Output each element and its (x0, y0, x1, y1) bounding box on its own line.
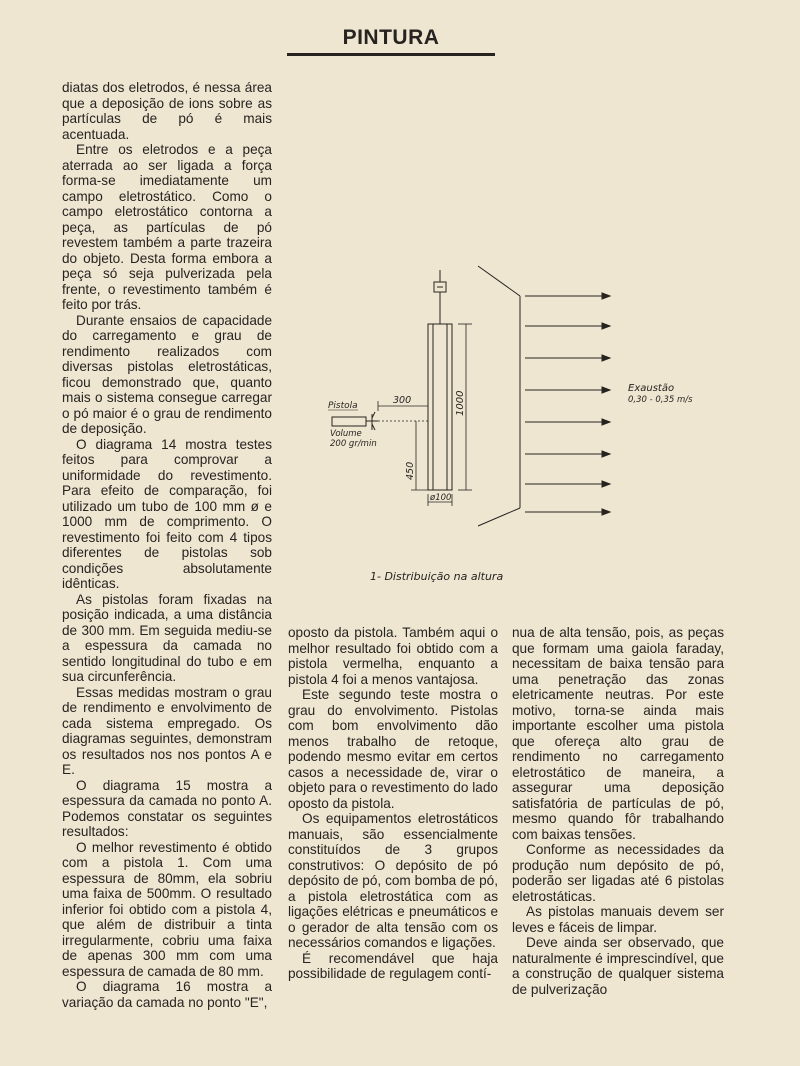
text-column-right (512, 625, 724, 997)
paragraph: Entre os eletrodos e a peça aterrada ao ser ligada a força forma-se imediatamente um campo eletrostático. Como o campo eletrostático contorna a peça, as partículas de pó revestem também a parte trazeira do objeto. Desta forma embora a peça só seja pulverizada pela frente, o revestimento também é feito por trás. (62, 142, 272, 312)
pistol-height-label: 450 (405, 461, 416, 480)
paragraph: É recomendável que haja possibilidade de regulagem contí- (288, 950, 498, 981)
paragraph: O diagrama 16 mostra a variação da camada no ponto "E", (62, 979, 272, 1010)
paragraph: Deve ainda ser observado, que naturalmente é imprescindível, que a construção de qualquer sistema de pulverização (512, 935, 724, 997)
exhaust-velocity-label: 0,30 - 0,35 m/s (628, 395, 693, 405)
test-tube (428, 324, 452, 490)
exhaust-label: Exaustão (628, 383, 675, 394)
paragraph: O melhor revestimento é obtido com a pistola 1. Com uma espessura de 80mm, ela sobriu uma faixa de 500mm. O resultado inferior foi obtido com a pistola 4, que além de distribuir a tinta irregularmente, cobriu uma faixa de apenas 300 mm com uma espessura de camada de 80 mm. (62, 839, 272, 979)
volume-label: Volume (330, 429, 362, 439)
exhaust-hood (478, 266, 520, 526)
paragraph: As pistolas manuais devem ser leves e fáceis de limpar. (512, 904, 724, 935)
paragraph: diatas dos eletrodos, é nessa área que a deposição de ions sobre as partículas de pó é mais acentuada. (62, 80, 272, 142)
page-title: PINTURA (342, 26, 440, 49)
figure-caption: 1- Distribuição na altura (370, 570, 504, 583)
pistol-label: Pistola (328, 401, 358, 411)
flow-rate-label: 200 gr/min (330, 439, 377, 449)
paragraph: Este segundo teste mostra o grau do envolvimento. Pistolas com bom envolvimento dão menos trabalho de retoque, podendo mesmo evitar em certos casos a necessidade de, virar o objeto para o revestimento do lado oposto da pistola. (288, 687, 498, 811)
tube-hanger (434, 270, 446, 324)
paragraph: As pistolas foram fixadas na posição indicada, a uma distância de 300 mm. Em seguida mediu-se a espessura da camada no sentido longitudinal do tubo e em sua circunferência. (62, 591, 272, 684)
paragraph: Conforme as necessidades da produção num depósito de pó, poderão ser ligadas até 6 pistolas eletrostáticas. (512, 842, 724, 904)
paragraph: O diagrama 15 mostra a espessura da camada no ponto A. Podemos constatar os seguintes resultados: (62, 777, 272, 839)
test-setup-diagram (320, 258, 710, 598)
text-column-left (62, 80, 272, 1010)
paragraph: O diagrama 14 mostra testes feitos para comprovar a uniformidade do revestimento. Para efeito de comparação, foi utilizado um tubo de 100 mm ø e 1000 mm de comprimento. O revestimento foi feito com 4 tipos diferentes de pistolas sob condições absolutamente idênticas. (62, 436, 272, 591)
pistol-icon (332, 412, 378, 430)
paragraph: nua de alta tensão, pois, as peças que formam uma gaiola faraday, necessitam de baixa tensão para uma penetração das zonas eletricamente neutras. Por este motivo, torna-se ainda mais importante escolher uma pistola que ofereça alto grau de rendimento no carregamento eletrostático de maneira, a assegurar uma deposição satisfatória de partículas de pó, mesmo quando fôr trabalhando com baixas tensões. (512, 625, 724, 842)
paragraph: Os equipamentos eletrostáticos manuais, são essencialmente constituídos de 3 grupos construtivos: O depósito de pó depósito de pó, com bomba de pó, a pistola eletrostática com as ligações elétricas e pneumáticos e o gerador de alta tensão com os necessários comandos e ligações. (288, 811, 498, 950)
height-label: 1000 (455, 390, 466, 416)
diameter-label: ø100 (430, 493, 452, 503)
paragraph: oposto da pistola. Também aqui o melhor resultado foi obtido com a pistola vermelha, enquanto a pistola 4 foi a menos vantajosa. (288, 625, 498, 687)
exhaust-arrows (525, 293, 610, 515)
paragraph: Durante ensaios de capacidade do carregamento e grau de rendimento realizados com diversas pistolas eletrostáticas, ficou demonstrado que, quanto mais o sistema consegue carregar o pó maior é o grau de rendimento de deposição. (62, 312, 272, 436)
title-underline (287, 53, 495, 56)
text-column-middle (288, 625, 498, 982)
paragraph: Essas medidas mostram o grau de rendimento e envolvimento de cada sistema empregado. Os diagramas seguintes, demonstram os resultados nos nos pontos A e E. (62, 684, 272, 777)
distance-label: 300 (393, 395, 412, 406)
